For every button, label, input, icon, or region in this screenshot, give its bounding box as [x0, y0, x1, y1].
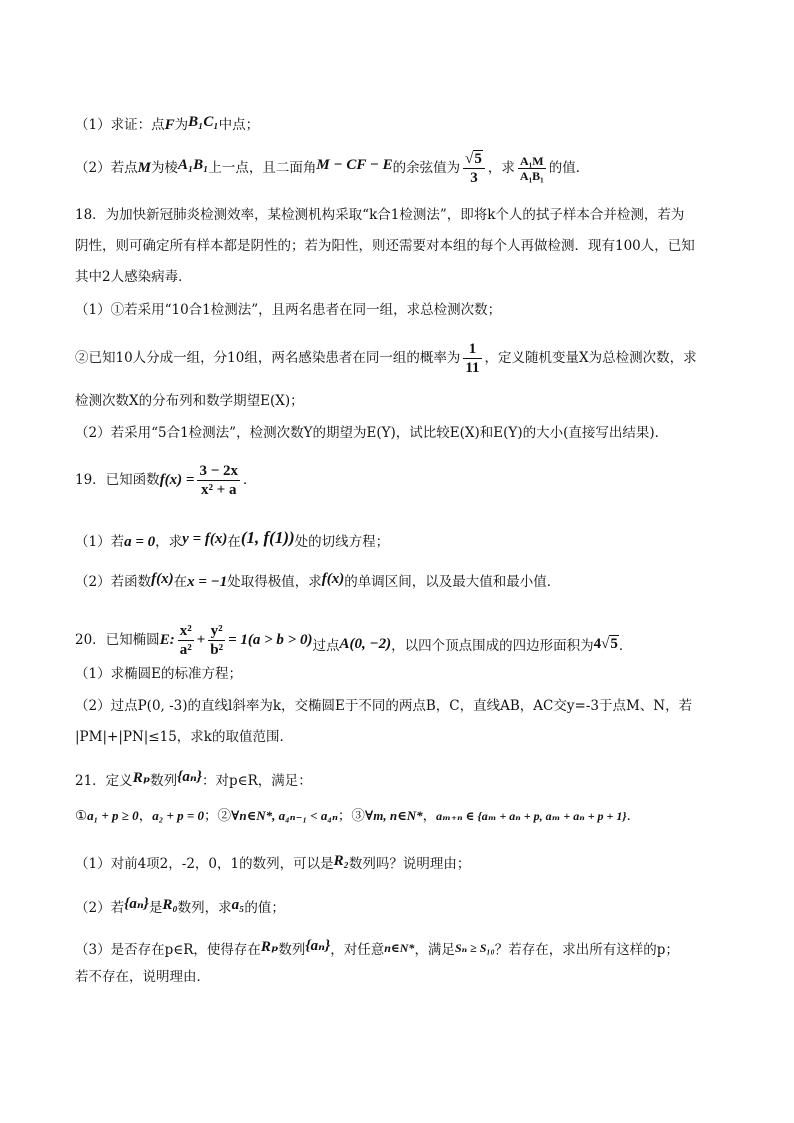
math-sequence: {aₙ} [124, 896, 149, 912]
math-Rp: Rₚ [260, 939, 279, 955]
q19-intro [75, 462, 257, 499]
math-function: y = f(x) [182, 531, 228, 547]
text: （2）若函数 [75, 574, 152, 590]
q20-part2-line2: |PM|+|PN|≤15，求k的取值范围． [75, 729, 293, 745]
ellipse-equation [160, 622, 313, 659]
text: 处取得极值，求 [227, 574, 322, 590]
math-n-condition: n∈N* [384, 941, 415, 955]
fraction-probability [463, 340, 481, 377]
q21-part3-line2: 若不存在，说明理由． [75, 969, 210, 985]
q21-part2 [75, 894, 285, 918]
text: 19．已知函数 [75, 472, 160, 488]
text: （1）求证：点 [75, 117, 165, 133]
q18-line3: 其中2人感染病毒． [75, 269, 192, 285]
text: 处的切线方程； [294, 534, 390, 550]
text: ， [422, 808, 437, 824]
math-equation-rhs: = 1(a > b > 0) [228, 632, 313, 648]
text: 21．定义 [75, 773, 133, 789]
q21-part3-line1 [75, 936, 679, 960]
math-dihedral-angle: M − CF − E [316, 157, 393, 173]
sqrt-radicand: 5 [474, 151, 482, 167]
text: （2）若 [75, 900, 125, 916]
text: 是 [148, 900, 163, 916]
denominator: 3 [463, 168, 485, 187]
q18-line1: 18．为加快新冠肺炎检测效率，某检测机构采取“k合1检测法”，即将k个人的拭子样本合并检测，若为 [75, 207, 685, 223]
math-E: E: [159, 632, 175, 648]
text: ②已知10人分成一组，分10组，两名感染患者在同一组的概率为 [75, 350, 461, 366]
fraction-y2-b2 [208, 622, 225, 659]
numerator: y² [210, 623, 223, 639]
math-sequence: {aₙ} [177, 769, 202, 785]
q19-part2 [75, 569, 560, 592]
q18-line7: （2）若采用“5合1检测法”，检测次数Y的期望为E(Y)，试比较E(X)和E(Y)的大小(直接写出结果)． [75, 425, 669, 441]
text: 中点； [218, 117, 260, 133]
math-M: M [137, 160, 151, 176]
numerator: x² [179, 623, 192, 639]
math-condition-2: ∀n∈N*, a₄ₙ₋₁ < a₄ₙ [231, 808, 338, 823]
text: 数列 [150, 773, 178, 789]
math-R0: R₀ [162, 897, 178, 913]
q17-part1 [75, 112, 259, 135]
text: 的值； [244, 900, 285, 916]
math-condition-3b: aₘ₊ₙ ∈ {aₘ + aₙ + p, aₘ + aₙ + p + 1} [436, 809, 627, 823]
text: 的值． [548, 160, 590, 176]
math-condition-3a: ∀m, n∈N* [364, 808, 423, 823]
text: ，对任意 [330, 942, 385, 958]
math-A1B1: A₁B₁ [177, 157, 209, 173]
math-function: f(x) [321, 571, 345, 587]
math-area: 4√5 [593, 636, 618, 652]
text: （2）若点 [75, 160, 138, 176]
text: ，求 [155, 534, 183, 550]
math-condition: a = 0 [124, 534, 156, 550]
text: 数列吗？说明理由； [348, 856, 471, 872]
numerator: 3 − 2x [199, 463, 239, 479]
q21-conditions [75, 806, 640, 826]
fraction-cos: $\frac{√5}{3}$ [463, 150, 485, 187]
fraction-x2-a2 [178, 622, 194, 659]
math-B1C1: B₁C₁ [188, 114, 219, 130]
text: ：对p∈R，满足： [202, 773, 312, 789]
text: （1）若 [75, 534, 125, 550]
text: ，满足 [414, 942, 455, 958]
q20-part1: （1）求椭圆E的标准方程； [75, 666, 242, 682]
math-Rp: Rₚ [132, 770, 151, 786]
area-coefficient: 4 [593, 636, 602, 652]
text: ． [618, 638, 633, 654]
math-point-A: A(0, −2) [339, 636, 392, 652]
q18-line5 [75, 340, 697, 377]
plus-sign: + [196, 632, 206, 648]
math-a5: a₅ [231, 897, 245, 913]
math-sequence: {aₙ} [305, 938, 331, 954]
q21-intro [75, 767, 312, 791]
text: ；② [204, 808, 232, 824]
math-F: F [164, 117, 175, 133]
text: 上一点，且二面角 [208, 160, 317, 176]
text: 的单调区间，以及最大值和最小值． [344, 574, 561, 590]
text: 为 [174, 117, 189, 133]
denominator: b² [210, 642, 224, 658]
text: ． [626, 808, 641, 824]
text: ， [138, 808, 153, 824]
text: 数列，求 [177, 900, 232, 916]
text: ，以四个顶点围成的四边形面积为 [391, 638, 594, 654]
q17-part2 [75, 150, 589, 187]
q20-part2-line1: （2）过点P(0, -3)的直线l斜率为k，交椭圆E于不同的两点B，C，直线AB，AC交y=-3于点M、N，若 [75, 698, 693, 714]
text: 在 [227, 534, 241, 550]
q18-line4: （1）①若采用“10合1检测法”，且两名患者在同一组，求总检测次数； [75, 302, 502, 318]
text: 的余弦值为 [392, 160, 461, 176]
text: 过点 [312, 638, 340, 654]
math-condition-1b: a₂ + p = 0 [152, 808, 205, 823]
sqrt-radicand: 5 [610, 636, 618, 652]
denominator: a² [179, 642, 192, 658]
math-R2: R₂ [333, 853, 349, 869]
numerator: A₁M [520, 154, 544, 168]
denominator: A₁B₁ [519, 169, 544, 183]
math-fx: f(x) = [159, 472, 195, 488]
math-sum-condition: Sₙ ≥ S₁₀ [454, 941, 495, 955]
text: ，定义随机变量X为总检测次数，求 [484, 350, 697, 366]
q18-line6: 检测次数X的分布列和数学期望E(X)； [75, 393, 304, 409]
fraction-ratio [518, 154, 546, 183]
math-condition-1a: a₁ + p ≥ 0 [87, 808, 139, 823]
q21-part1 [75, 851, 470, 874]
fraction-function [197, 462, 240, 499]
text: （3）是否存在p∈R，使得存在 [75, 942, 261, 958]
text: ？若存在，求出所有这样的p； [494, 942, 679, 958]
text: ，求 [487, 160, 515, 176]
denominator: x² + a [197, 480, 240, 499]
text: （1）对前4项2，-2，0，1的数列，可以是 [75, 856, 334, 872]
text: 20．已知椭圆 [75, 632, 160, 648]
math-x-value: x = −1 [187, 574, 228, 590]
text: ；③ [337, 808, 365, 824]
denominator: 11 [465, 360, 480, 376]
numerator: 1 [468, 341, 477, 357]
text: ① [75, 808, 88, 824]
math-point: (1, f(1)) [240, 528, 295, 547]
text: 在 [173, 574, 188, 590]
q20-intro [75, 622, 632, 659]
q18-line2: 阴性，则可确定所有样本都是阴性的；若为阳性，则还需要对本组的每个人再做检测．现有100人，已知 [75, 238, 695, 254]
text: 数列 [278, 942, 306, 958]
math-function: f(x) [151, 571, 174, 587]
text: 为棱 [150, 160, 178, 176]
text: ． [243, 472, 257, 488]
q19-part1 [75, 528, 389, 552]
